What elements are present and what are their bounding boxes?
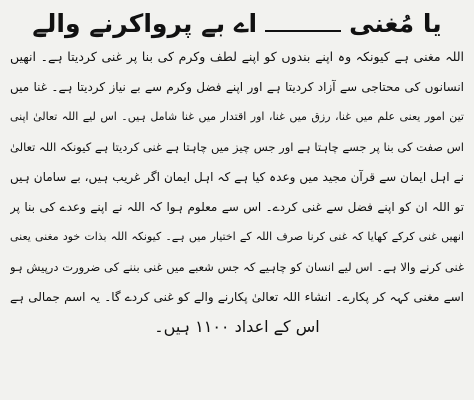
text-line-final: اس کے اعداد ۱۱۰۰ ہیں۔ [154, 317, 320, 336]
text-line: نے اہل ایمان سے قرآن مجید میں وعدہ کیا ہے کہ اہل ایمان اگر غریب ہیں، بے سامان ہیں [10, 170, 464, 184]
heading-dash-rule [265, 30, 341, 32]
text-line: غنی کرنے والا ہے۔ اس لیے انسان کو چاہیے کہ جس شعبے میں غنی بننے کی ضرورت درپیش ہو [10, 260, 464, 274]
text-line: اسے مغنی کہہ کر پکارے۔ انشاء اللہ تعالیٰ پکارنے والے کو غنی کردے گا۔ یہ اسم جمالی ہے [10, 290, 464, 304]
text-line: انسانوں کی محتاجی سے آزاد کردیتا ہے اور اپنے فضل وکرم سے بے نیاز کردیتا ہے۔ غنا میں [10, 80, 464, 94]
body-text [10, 42, 464, 342]
divine-name-title: یا مُغنی [349, 9, 442, 38]
divine-name-meaning: اے بے پرواکرنے والے [32, 9, 258, 38]
text-line: تو اللہ ان کو اپنے فضل سے غنی کردے۔ اس سے معلوم ہوا کہ اللہ نے اپنے وعدے کی بنا پر [10, 200, 464, 214]
text-line: انھیں غنی کرکے کھایا کہ غنی کرنا صرف اللہ کے اختیار میں ہے۔ کیونکہ اللہ بذات خود مغنی یعنی [10, 230, 464, 243]
section-heading [10, 6, 464, 42]
text-line: تین امور یعنی علم میں غنا، رزق میں غنا، اور اقتدار میں غنا شامل ہیں۔ اس لیے اللہ تعالیٰ اپنی [10, 110, 464, 123]
text-line: اس صفت کی بنا پر جسے چاہتا ہے اور جس چیز میں چاہتا ہے غنی کردیتا ہے کیونکہ اللہ تعالیٰ [10, 140, 464, 154]
text-line: اللہ مغنی ہے کیونکہ وہ اپنے بندوں کو اپنے لطف وکرم کی بنا پر غنی کردیتا ہے۔ انھیں [10, 49, 464, 64]
